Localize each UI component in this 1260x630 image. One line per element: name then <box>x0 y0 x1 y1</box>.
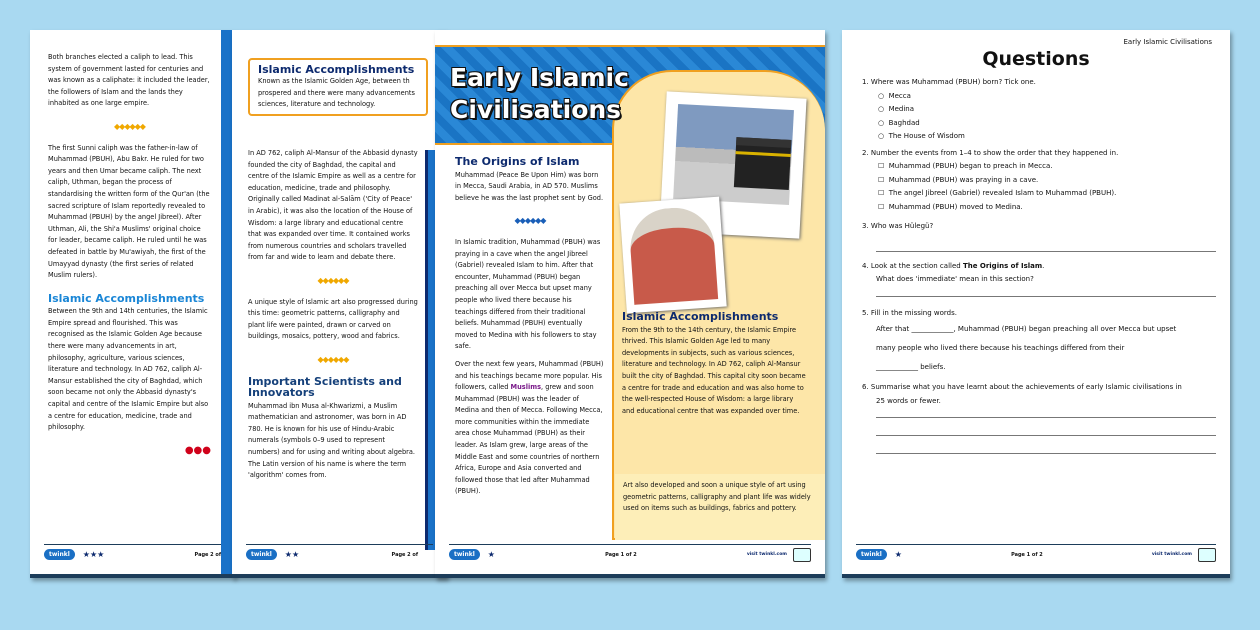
box-text: Known as the Islamic Golden Age, between th prospered and there were many advancements sciences, literature and technology. <box>258 77 415 109</box>
questions-page <box>842 30 1230 578</box>
paragraph: In Islamic tradition, Muhammad (PBUH) was praying in a cave when the angel Jibreel (Gabriel) revealed Islam to him. After that encounter, Muhammad (PBUH) began preaching all over Mecca but upset many people who lived there because his teachings differed from their traditional beliefs. Muhammad (PBUH) eventually moved to Medina with his followers to stay safe. <box>455 237 601 351</box>
answer-line[interactable] <box>876 234 1216 252</box>
event-label: The angel Jibreel (Gabriel) revealed Islam to Muhammad (PBUH). <box>888 189 1117 197</box>
text: Over the next few years, Muhammad (PBUH) and his teachings became more popular. His followers, called <box>455 359 604 392</box>
diamond-divider-icon: ◆◆◆◆◆◆ <box>317 354 349 364</box>
answer-line[interactable] <box>876 436 1216 454</box>
paragraph: Muhammad (Peace Be Upon Him) was born in Mecca, Saudi Arabia, in AD 570. Muslims believe he was the last prophet sent by God. <box>455 170 604 202</box>
visit-link[interactable]: visit twinkl.com <box>746 552 787 557</box>
intro-box <box>248 58 428 116</box>
red-dots-icon: ●●● <box>184 444 211 456</box>
art-note-box <box>615 474 825 540</box>
twinkl-logo: twinkl <box>44 549 75 560</box>
section-reference: The Origins of Islam <box>962 261 1043 270</box>
page-title: Questions <box>982 48 1090 70</box>
page-title: Early Islamic Civilisations <box>450 63 629 124</box>
text: , grew and soon Muhammad (PBUH) was the leader of Medina and then of Mecca. Following Mecca, more communities within the immediate area chose Muhammad (PBUH) as their leader. As Islam grew, large areas of the Middle East and some countries of northern Africa, Europe and Asia converted and followed those that led after Muhammad (PBUH). <box>455 383 603 496</box>
quality-badge-icon <box>793 548 811 562</box>
option-house-of-wisdom[interactable]: ○ The House of Wisdom <box>878 132 965 140</box>
diamond-divider-icon: ◆◆◆◆◆◆ <box>114 121 145 131</box>
paragraph: Both branches elected a caliph to lead. This system of government lasted for centuries and was known as a caliphate: it included the leader, the followers of Islam and the lands they inhabited as one large empire. <box>48 53 210 108</box>
question-4-sub: What does 'immediate' mean in this section? <box>876 275 1034 283</box>
cloze-line[interactable]: ____________ beliefs. <box>876 363 946 371</box>
event-label: Muhammad (PBUH) was praying in a cave. <box>888 175 1039 184</box>
question-3: 3. Who was Hülegü? <box>862 222 934 230</box>
page-number: Page 2 of <box>391 551 418 558</box>
question-5: 5. Fill in the missing words. <box>862 308 957 317</box>
twinkl-logo: twinkl <box>856 549 887 560</box>
option-label: The House of Wisdom <box>888 132 965 140</box>
option-label: Medina <box>888 105 915 113</box>
paragraph: Art also developed and soon a unique style of art using geometric patterns, calligraphy and plant life was widely used on items such as buildings, fabrics and pottery. <box>623 481 811 513</box>
event-label: Muhammad (PBUH) began to preach in Mecca. <box>888 162 1053 170</box>
order-box-1[interactable]: ☐ Muhammad (PBUH) began to preach in Mecca. <box>878 162 1053 170</box>
visit-link[interactable]: visit twinkl.com <box>1151 552 1192 557</box>
worksheet-page-1-one-star <box>435 30 825 578</box>
question-1: 1. Where was Muhammad (PBUH) born? Tick one. <box>862 78 1036 86</box>
paragraph: Muhammad ibn Musa al-Khwarizmi, a Muslim mathematician and astronomer, was born in AD 780. He is known for his use of Hindu-Arabic numerals (symbols 0–9 used to represent numbers) and for using and writing about algebra. The Latin version of his name is where the term 'algorithm' comes from. <box>248 401 415 480</box>
section-heading: Islamic Accomplishments <box>48 291 205 305</box>
paragraph: From the 9th to the 14th century, the Islamic Empire thrived. This Islamic Golden Age led to many developments in subjects, such as various sciences, literature and technology. In AD 762, caliph Al-Mansur built the city of Baghdad. This capital city soon became a centre for trade and education and was also home to the well-respected House of Wisdom: a large library and educational centre that was expanded over time. <box>622 325 806 415</box>
question-2: 2. Number the events from 1–4 to show the order that they happened in. <box>862 148 1119 157</box>
paragraph: The first Sunni caliph was the father-in-law of Muhammad (PBUH), Abu Bakr. He ruled for two years and then Umar became caliph. The next caliph, Uthman, began the process of standardising the written form of the Qur'an (the sacred scripture of Islam reportedly revealed to Muhammad (PBUH) by the angel Jibreel). After Uthman, Ali, the Shi'a Muslims' original choice for leader, became caliph. He ruled until he was defeated in battle by Mu'awiyah, the first of the Umayyad dynasty (the first series of related Muslim rulers). <box>48 143 210 280</box>
paragraph: Between the 9th and 14th centuries, the Islamic Empire spread and flourished. This was recognised as the Islamic Golden Age because there were many advancements in art, philosophy, agriculture, various sciences, literature and technology. In AD 762, caliph Al-Mansur established the city of Baghdad, which soon became not only the Abbasid dynasty's capital and centre of the Islamic Empire but also a centre for education, medicine, trade and philosophy. <box>48 307 209 432</box>
difficulty-stars: ★★★ <box>82 550 105 559</box>
paragraph: A unique style of Islamic art also progressed during this time: geometric patterns, calligraphy and plant life were painted, drawn or carved on buildings, mosaics, pottery, wood and fabrics. <box>248 297 418 341</box>
muslims-link[interactable]: Muslims <box>510 383 542 392</box>
cloze-line: many people who lived there because his teachings differed from their <box>876 344 1125 352</box>
question-4: 4. Look at the section called The Origins of Islam. <box>862 261 1045 270</box>
section-heading: Important Scientists and Innovators <box>248 374 402 400</box>
twinkl-logo: twinkl <box>449 549 480 560</box>
paragraph <box>455 359 605 498</box>
option-label: Baghdad <box>888 118 920 127</box>
paragraph: In AD 762, caliph Al-Mansur of the Abbasid dynasty founded the city of Baghdad, the capital and centre of the Islamic Empire as well as a centre for education, medicine, trade and philosophy. Originally called Madinat al-Salām ('City of Peace' in Arabic), it was also the location of the House of Wisdom: a large library and educational centre that was expanded over time. It contained works from numerous countries and scholars travelled from far and wide to learn and debate there. <box>248 149 418 262</box>
page-header: Early Islamic Civilisations <box>1123 38 1212 46</box>
order-box-3[interactable]: ☐ The angel Jibreel (Gabriel) revealed Islam to Muhammad (PBUH). <box>878 189 1117 197</box>
diamond-divider-icon: ◆◆◆◆◆◆ <box>514 216 546 226</box>
order-box-2[interactable]: ☐ Muhammad (PBUH) was praying in a cave. <box>878 175 1039 184</box>
text: 4. Look at the section called <box>862 261 963 270</box>
question-6: 6. Summarise what you have learnt about the achievements of early Islamic civilisations in <box>862 383 1182 391</box>
difficulty-stars: ★ <box>894 550 902 559</box>
option-mecca[interactable]: ○ Mecca <box>878 91 911 100</box>
question-6-sub: 25 words or fewer. <box>876 396 941 405</box>
page-number: Page 2 of <box>194 551 221 558</box>
answer-line[interactable] <box>876 287 1216 297</box>
box-heading: Islamic Accomplishments <box>258 63 415 76</box>
page-number: Page 1 of 2 <box>1011 551 1043 558</box>
mosque-photo <box>619 197 726 314</box>
answer-line[interactable] <box>876 408 1216 418</box>
section-heading: Islamic Accomplishments <box>622 310 779 323</box>
difficulty-stars: ★★ <box>284 550 300 559</box>
quality-badge-icon <box>1198 548 1216 562</box>
order-box-4[interactable]: ☐ Muhammad (PBUH) moved to Medina. <box>878 202 1023 211</box>
event-label: Muhammad (PBUH) moved to Medina. <box>888 202 1023 211</box>
diamond-divider-icon: ◆◆◆◆◆◆ <box>317 275 349 285</box>
option-medina[interactable]: ○ Medina <box>878 105 915 113</box>
page-number: Page 1 of 2 <box>605 551 637 558</box>
twinkl-logo: twinkl <box>246 549 277 560</box>
cloze-line[interactable]: After that ____________, Muhammad (PBUH) began preaching all over Mecca but upset <box>876 325 1177 333</box>
option-label: Mecca <box>888 91 911 100</box>
section-heading: The Origins of Islam <box>455 155 580 168</box>
difficulty-stars: ★ <box>487 550 495 559</box>
worksheet-page-2-two-star <box>232 30 447 578</box>
answer-line[interactable] <box>876 418 1216 436</box>
worksheet-page-2-three-star <box>30 30 235 578</box>
option-baghdad[interactable]: ○ Baghdad <box>878 118 920 127</box>
